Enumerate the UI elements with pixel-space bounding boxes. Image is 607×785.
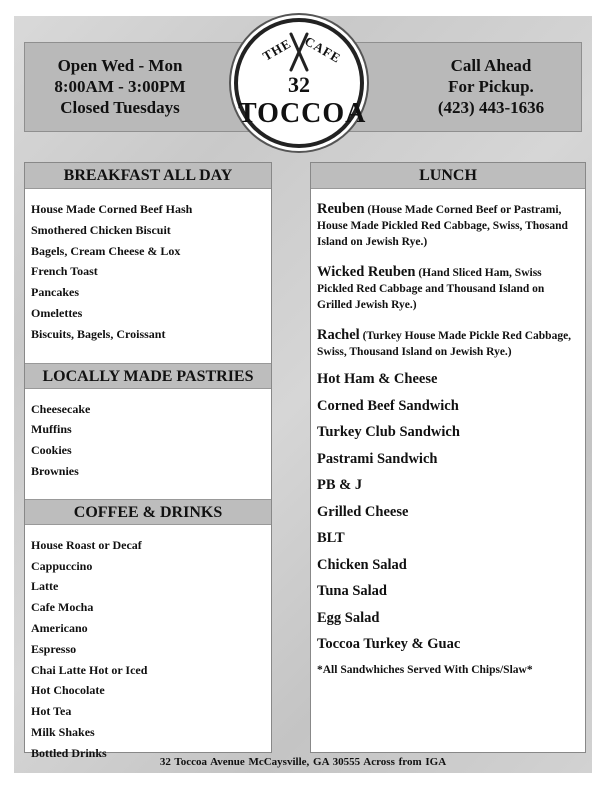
fork-knife-icon — [287, 32, 311, 74]
pastries-list — [25, 389, 271, 482]
drinks-heading: COFFEE & DRINKS — [25, 499, 271, 525]
list-item: Chicken Salad — [317, 556, 407, 573]
list-item: Cafe Mocha — [31, 600, 94, 615]
list-item: Cappuccino — [31, 558, 93, 573]
lunch-list — [311, 360, 585, 658]
list-item: Hot Chocolate — [31, 683, 105, 698]
hours-block — [25, 55, 215, 118]
logo-number: 32 — [288, 72, 310, 97]
list-item: Hot Ham & Cheese — [317, 371, 438, 387]
address-footer: 32 Toccoa Avenue McCaysville, GA 30555 Across from IGA — [159, 756, 447, 768]
list-item: Tuna Salad — [317, 583, 388, 599]
sandwich-note: *All Sandwhiches Served With Chips/Slaw* — [317, 663, 533, 676]
featured-sandwich — [311, 264, 585, 313]
list-item: Cheesecake — [31, 401, 91, 416]
contact-block — [401, 55, 581, 118]
list-item: Pastrami Sandwich — [317, 450, 438, 467]
list-item: Espresso — [31, 641, 77, 656]
sandwich-description: (Hand Sliced Ham, Swiss Pickled Red Cabbage and Thousand Island on Grilled Jewish Rye.) — [317, 267, 545, 311]
list-item: House Made Corned Beef Hash — [31, 202, 193, 216]
logo-the: THE — [260, 35, 294, 64]
list-item: Bagels, Cream Cheese & Lox — [31, 243, 181, 258]
sandwich-name: Rachel — [317, 327, 360, 343]
sandwich-name: Reuben — [317, 201, 365, 217]
breakfast-list — [25, 189, 271, 345]
pastries-heading: LOCALLY MADE PASTRIES — [25, 363, 271, 389]
hours-line: Closed Tuesdays — [60, 98, 180, 117]
logo-name: TOCCOA — [238, 98, 367, 129]
sandwich-name: Wicked Reuben — [317, 264, 416, 280]
list-item: French Toast — [31, 264, 98, 279]
list-item: House Roast or Decaf — [31, 537, 142, 552]
drinks-list — [25, 525, 271, 764]
contact-line: For Pickup. — [448, 77, 534, 96]
list-item: Grilled Cheese — [317, 503, 409, 520]
right-column — [310, 162, 586, 753]
list-item: Bottled Drinks — [31, 745, 107, 760]
list-item: Egg Salad — [317, 609, 380, 626]
list-item: Muffins — [31, 422, 72, 437]
sandwich-description: (House Made Corned Beef or Pastrami, House Made Pickled Red Cabbage, Swiss, Thosand Island on Jewish Rye.) — [317, 204, 568, 248]
list-item: Corned Beef Sandwich — [317, 397, 459, 414]
list-item: Toccoa Turkey & Guac — [317, 636, 461, 652]
list-item: Chai Latte Hot or Iced — [31, 662, 148, 677]
hours-line: 8:00AM - 3:00PM — [54, 77, 186, 96]
menu-page — [14, 16, 592, 773]
lunch-heading: LUNCH — [311, 163, 585, 189]
phone-number: (423) 443-1636 — [437, 98, 545, 117]
left-column — [24, 162, 272, 760]
list-item: Hot Tea — [31, 704, 72, 719]
list-item: Latte — [31, 579, 59, 594]
breakfast-heading: BREAKFAST ALL DAY — [25, 163, 271, 189]
list-item: Americano — [31, 620, 88, 635]
featured-sandwich — [311, 327, 585, 360]
list-item: BLT — [317, 530, 345, 546]
logo-cafe: CAFE — [301, 33, 344, 66]
hours-line: Open Wed - Mon — [57, 56, 183, 75]
list-item: Biscuits, Bagels, Croissant — [31, 326, 166, 341]
list-item: Pancakes — [31, 285, 79, 300]
featured-sandwich — [311, 201, 585, 250]
list-item: Brownies — [31, 463, 79, 478]
list-item: Turkey Club Sandwich — [317, 424, 460, 440]
cafe-logo — [234, 18, 367, 148]
list-item: Milk Shakes — [31, 724, 95, 739]
list-item: Smothered Chicken Biscuit — [31, 222, 171, 237]
list-item: PB & J — [317, 477, 363, 493]
contact-line: Call Ahead — [450, 56, 532, 75]
list-item: Cookies — [31, 443, 72, 458]
sandwich-description: (Turkey House Made Pickle Red Cabbage, Swiss, Thousand Island on Jewish Rye.) — [317, 330, 572, 358]
list-item: Omelettes — [31, 305, 83, 320]
